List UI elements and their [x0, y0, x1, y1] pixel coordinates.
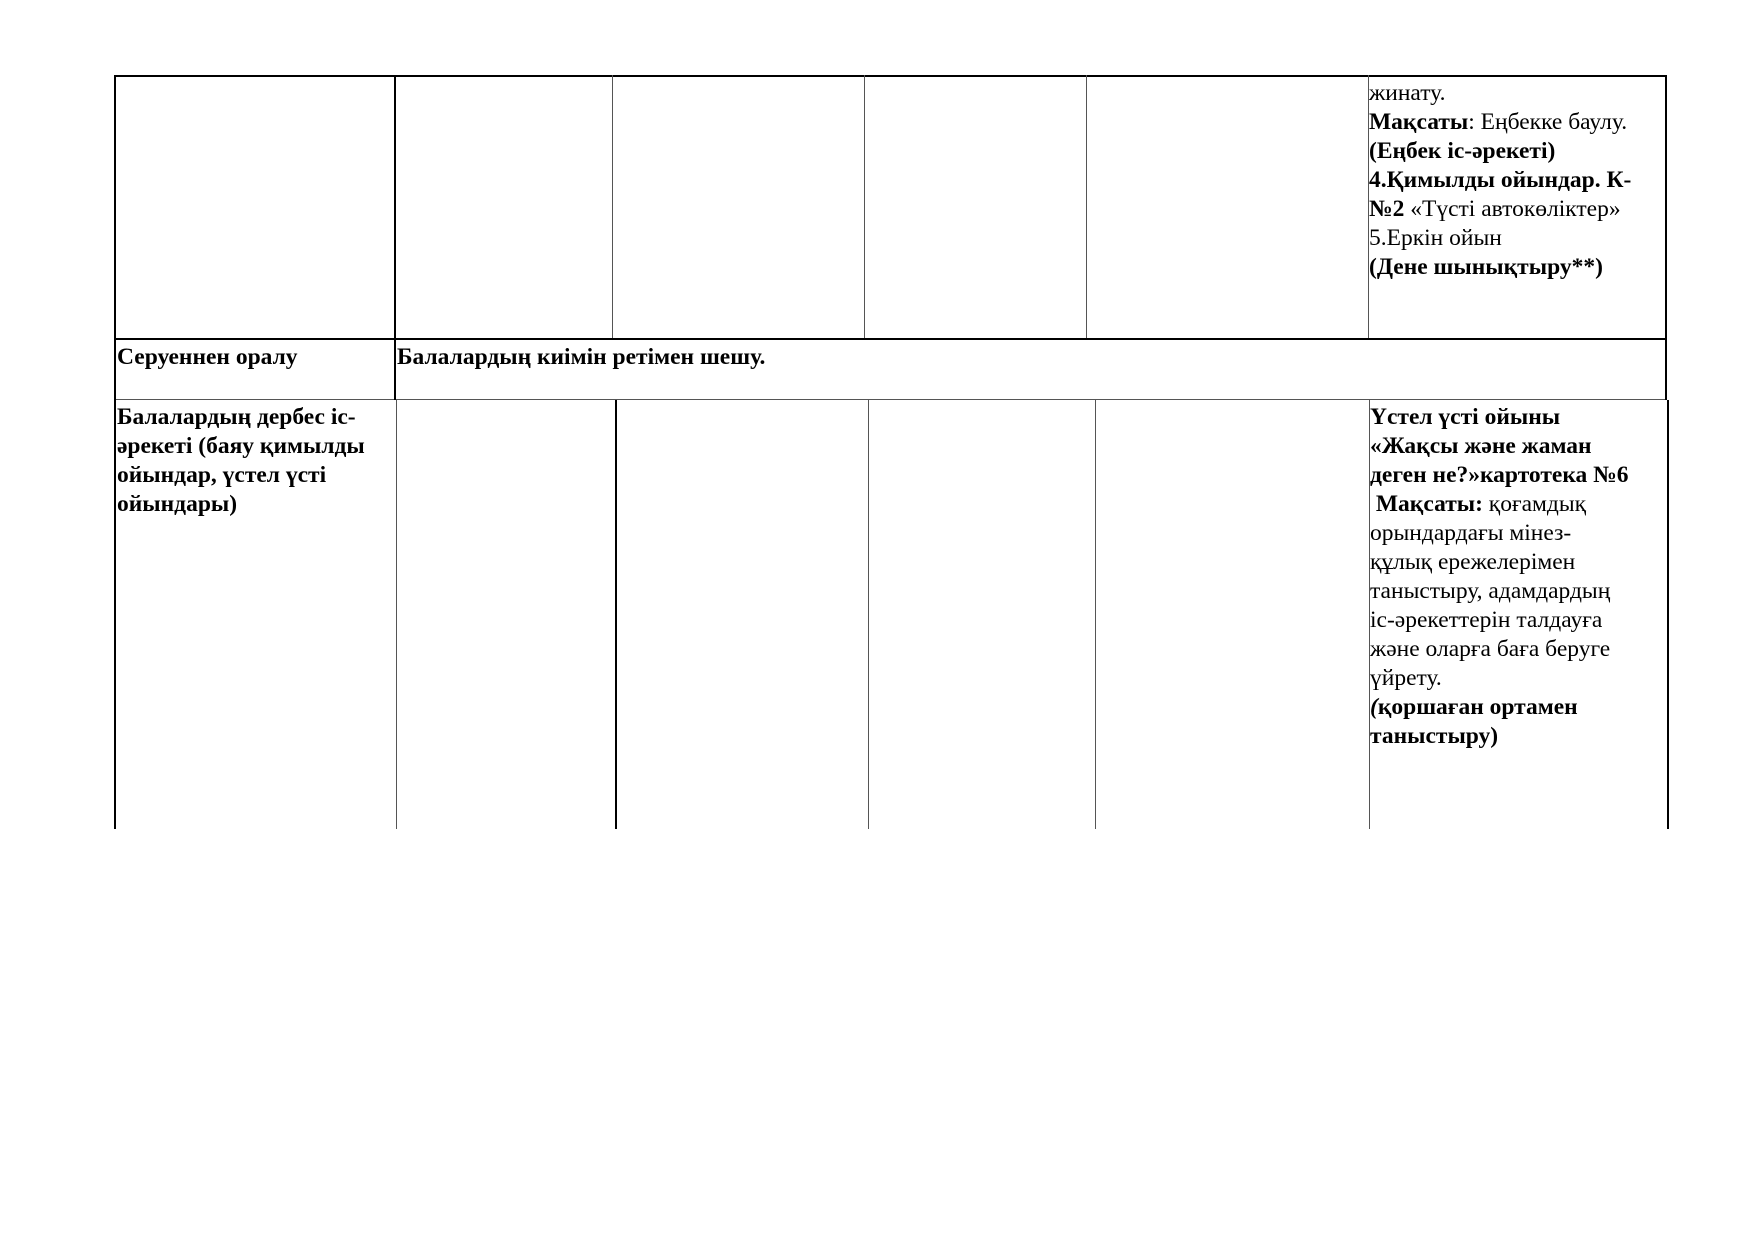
row1-col-divider-2	[612, 75, 613, 338]
row3-domain-line-1	[1370, 693, 1665, 722]
row1-col-divider-3	[864, 75, 865, 338]
row3-label	[117, 403, 392, 519]
row1-bottom-border	[114, 338, 1667, 340]
row3-domain-line-2: таныстыру)	[1370, 723, 1499, 749]
row3-col-divider-4	[1095, 400, 1096, 829]
row1-goal-line	[1369, 108, 1664, 137]
row3-goal-line-7: үйрету.	[1370, 665, 1442, 691]
row3-label-line-3: ойындар, үстел үсті	[117, 462, 327, 488]
row2-label: Серуеннен оралу	[117, 344, 298, 370]
row1-line-1: жинату.	[1369, 80, 1446, 106]
row3-goal-line-2: орындардағы мінез-	[1370, 520, 1572, 546]
row3-title-line-2: «Жақсы және жаман	[1370, 433, 1592, 459]
row3-col-divider-2	[615, 400, 617, 829]
row3-domain-paren: (	[1370, 694, 1378, 720]
row3-col-divider-1	[396, 400, 397, 829]
row3-label-line-1: Балалардың дербес іс-	[117, 404, 356, 430]
row3-label-line-2: әрекеті (баяу қимылды	[117, 433, 365, 459]
row3-activity-cell	[1370, 403, 1665, 751]
game-title: «Түсті автокөліктер»	[1404, 196, 1621, 222]
row3-title-line-3: деген не?»картотека №6	[1370, 462, 1629, 488]
row2-content: Балалардың киімін ретімен шешу.	[397, 344, 766, 370]
row3-title-line-1: Үстел үсті ойыны	[1370, 404, 1561, 430]
row1-activity-type: (Еңбек іс-әрекеті)	[1369, 138, 1556, 164]
row3-goal-label: Мақсаты:	[1370, 491, 1483, 517]
goal-text: : Еңбекке баулу.	[1468, 109, 1628, 135]
row3-goal-line-4: таныстыру, адамдардың	[1370, 578, 1611, 604]
row1-game-title-line	[1369, 195, 1664, 224]
row1-outdoor-games: 4.Қимылды ойындар. К-	[1369, 167, 1632, 193]
row1-free-play: 5.Еркін ойын	[1369, 225, 1502, 251]
row2-bottom-border	[114, 399, 1667, 400]
table-right-border-lower	[1667, 400, 1669, 829]
row1-activity-cell	[1369, 79, 1664, 282]
table-left-border	[114, 75, 116, 829]
row3-goal-line-3: құлық ережелерімен	[1370, 549, 1576, 575]
table-top-border	[114, 75, 1667, 77]
goal-label: Мақсаты	[1369, 109, 1469, 135]
row3-label-line-4: ойындары)	[117, 491, 238, 517]
row1-col-divider-4	[1086, 75, 1087, 338]
row3-goal-line	[1370, 490, 1665, 519]
row3-goal-first: қоғамдық	[1482, 491, 1587, 517]
row3-goal-line-5: іс-әрекеттерін талдауға	[1370, 607, 1603, 633]
row3-domain-text: қоршаған ортамен	[1377, 694, 1578, 720]
row1-domain: (Дене шынықтыру**)	[1369, 254, 1603, 280]
table-right-border-upper	[1665, 75, 1667, 400]
card-number: №2	[1369, 196, 1405, 222]
row1-col-divider-1	[394, 75, 396, 400]
row3-goal-line-6: және оларға баға беруге	[1370, 636, 1611, 662]
row3-col-divider-3	[868, 400, 869, 829]
